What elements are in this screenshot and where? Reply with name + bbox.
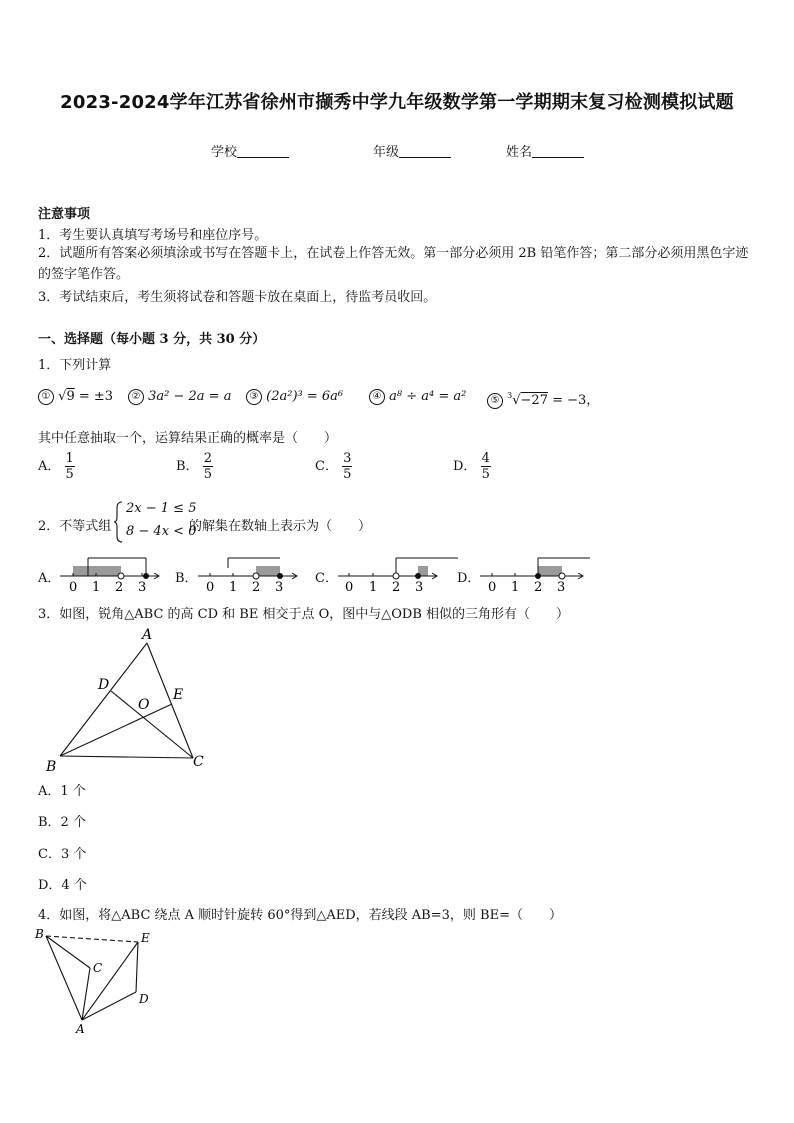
tick-label: 1: [229, 580, 238, 595]
tick-label: 3: [415, 580, 424, 595]
name-field: [506, 141, 584, 160]
numerator: 3: [343, 451, 352, 466]
vertex-label-d: D: [139, 992, 149, 1006]
q1-stem: 1．下列计算: [38, 358, 112, 373]
vertex-label-c: C: [93, 961, 103, 975]
sqrt-sign: √: [512, 393, 521, 408]
q2-inequality-2: 8 − 4x < 0: [126, 524, 197, 539]
q1-item-1-rhs: = ±3: [78, 389, 114, 404]
tick-label: 1: [369, 580, 378, 595]
paper-title: 2023-2024学年江苏省徐州市撷秀中学九年级数学第一学期期末复习检测模拟试题: [60, 92, 734, 113]
grade-blank[interactable]: [399, 145, 451, 158]
system-brace-icon: [114, 500, 124, 544]
notice-heading: 注意事项: [38, 207, 91, 222]
vertex-label-a: A: [142, 627, 153, 643]
q2-option-b-number-line: [196, 555, 300, 595]
q2-option-c-number-line: [336, 555, 460, 595]
fraction: [65, 451, 75, 482]
radicand-9: 9: [66, 389, 75, 404]
tick-label: 2: [115, 580, 124, 595]
school-field: [211, 141, 289, 160]
option-label: A．: [38, 459, 61, 474]
q3-option-c[interactable]: C．3 个: [38, 847, 87, 862]
q3-triangle-figure: [40, 625, 220, 775]
q2-stem-suffix: 的解集在数轴上表示为（ ）: [189, 519, 372, 534]
radicand-minus-27: −27: [520, 393, 548, 408]
section-heading: 一、选择题（每小题 3 分，共 30 分）: [38, 332, 266, 347]
denominator: 5: [203, 467, 212, 482]
grade-label: 年级: [373, 145, 400, 160]
q3-option-d[interactable]: D．4 个: [38, 878, 87, 893]
grade-field: [373, 141, 451, 160]
fraction: [342, 451, 352, 482]
notice-item-2: 2．试题所有答案必须填涂或书写在答题卡上，在试卷上作答无效。第一部分必须用 2B 铅笔作答；第二部分必须用黑色字迹的签字笔作答。: [38, 246, 749, 282]
q4-rotation-figure: [30, 924, 160, 1036]
q1-option-d[interactable]: [453, 451, 491, 482]
q3-option-a[interactable]: A．1 个: [38, 784, 86, 799]
q1-item-4-mark: ④: [369, 389, 385, 405]
tick-label: 2: [252, 580, 261, 595]
q1-item-3: [246, 389, 343, 405]
q2-option-c-label[interactable]: C．: [315, 571, 338, 586]
option-label: C．: [315, 459, 338, 474]
tick-label: 0: [69, 580, 78, 595]
q1-item-2: [128, 389, 231, 405]
tick-label: 0: [488, 580, 497, 595]
q1-item-4: [369, 389, 466, 405]
q2-option-a-number-line: [58, 555, 162, 595]
name-blank[interactable]: [532, 145, 584, 158]
q1-item-5-mark: ⑤: [487, 393, 503, 409]
fraction: [203, 451, 213, 482]
q1-question: 其中任意抽取一个，运算结果正确的概率是（ ）: [38, 431, 338, 446]
q1-item-1-mark: ①: [38, 389, 54, 405]
tick-label: 2: [392, 580, 401, 595]
tick-label: 3: [557, 580, 566, 595]
q1-item-5: [487, 389, 599, 409]
vertex-label-a: A: [76, 1022, 85, 1036]
vertex-label-b: B: [46, 759, 57, 775]
denominator: 5: [65, 467, 74, 482]
q2-option-d-number-line: [478, 555, 592, 595]
cube-root-index: 3: [507, 391, 513, 400]
q4-stem: 4．如图，将△ABC 绕点 A 顺时针旋转 60°得到△AED，若线段 AB=3，则 BE=（ ）: [38, 908, 562, 923]
q3-stem: 3．如图，锐角△ABC 的高 CD 和 BE 相交于点 O，图中与△ODB 相似的三角形有（ ）: [38, 607, 570, 622]
q2-option-d-label[interactable]: D．: [457, 571, 481, 586]
sqrt-sign: √: [58, 389, 67, 404]
notice-item-1: 1．考生要认真填写考场号和座位序号。: [38, 228, 268, 243]
option-label: B．: [176, 459, 199, 474]
vertex-label-d: D: [98, 677, 110, 693]
q1-item-2-expr: 3a² − 2a = a: [148, 389, 232, 404]
tick-label: 1: [92, 580, 101, 595]
q2-option-a-label[interactable]: A．: [38, 571, 61, 586]
school-label: 学校: [211, 145, 238, 160]
vertex-label-e: E: [173, 687, 184, 703]
school-blank[interactable]: [237, 145, 289, 158]
q2-option-b-label[interactable]: B．: [175, 571, 198, 586]
tick-label: 3: [138, 580, 147, 595]
notice-item-3: 3．考试结束后，考生须将试卷和答题卡放在桌面上，待监考员收回。: [38, 290, 437, 305]
vertex-label-b: B: [35, 927, 44, 941]
q1-item-1: [38, 389, 113, 405]
q1-item-3-expr: (2a²)³ = 6a⁶: [266, 389, 344, 404]
q1-item-2-mark: ②: [128, 389, 144, 405]
fraction: [481, 451, 491, 482]
q1-item-3-mark: ③: [246, 389, 262, 405]
tick-label: 1: [511, 580, 520, 595]
tick-label: 0: [206, 580, 215, 595]
q1-option-a[interactable]: [38, 451, 75, 482]
q1-option-c[interactable]: [315, 451, 352, 482]
option-label: D．: [453, 459, 477, 474]
vertex-label-e: E: [141, 931, 150, 945]
denominator: 5: [481, 467, 490, 482]
numerator: 1: [65, 451, 74, 466]
denominator: 5: [343, 467, 352, 482]
q2-stem-prefix: 2．不等式组: [38, 519, 112, 534]
q1-option-b[interactable]: [176, 451, 213, 482]
q1-item-5-rhs: = −3，: [552, 393, 600, 408]
vertex-label-o: O: [138, 697, 150, 713]
q2-inequality-1: 2x − 1 ≤ 5: [126, 501, 197, 516]
tick-label: 0: [345, 580, 354, 595]
vertex-label-c: C: [193, 754, 204, 770]
numerator: 4: [481, 451, 490, 466]
name-label: 姓名: [506, 145, 533, 160]
tick-label: 3: [275, 580, 284, 595]
tick-label: 2: [534, 580, 543, 595]
q3-option-b[interactable]: B．2 个: [38, 815, 86, 830]
q1-item-4-expr: a⁸ ÷ a⁴ = a²: [389, 389, 467, 404]
numerator: 2: [203, 451, 212, 466]
